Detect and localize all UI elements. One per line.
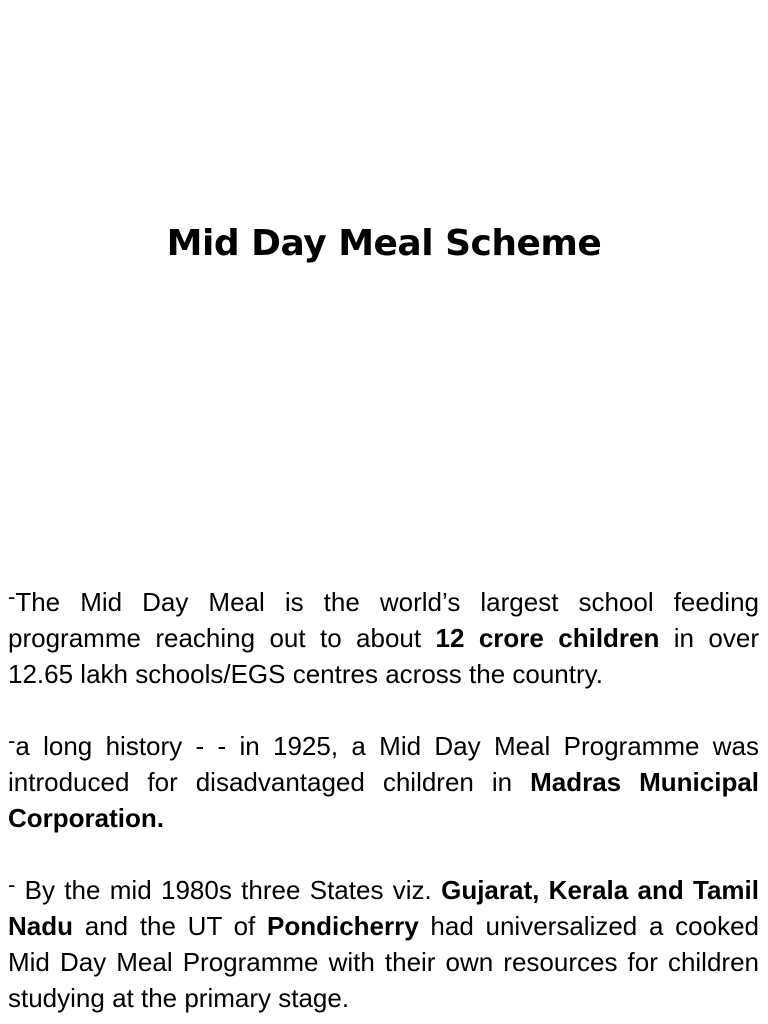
highlight-madras-corporation: Madras Municipal Corporation. bbox=[8, 767, 760, 833]
text-span: in over 12.65 lakh schools/EGS centres across the country. bbox=[8, 623, 759, 689]
highlight-12-crore-children: 12 crore children bbox=[435, 623, 660, 653]
text-span: had universalized a cooked Mid Day Meal Programme with their own resources for children studying at the primary stage. bbox=[8, 911, 759, 1013]
slide-title: Mid Day Meal Scheme bbox=[166, 223, 602, 264]
paragraph-mid-1980s-states bbox=[8, 872, 759, 1016]
slide-body bbox=[8, 584, 759, 1024]
paragraph-long-history bbox=[8, 728, 759, 836]
dash-marker: - bbox=[8, 728, 16, 753]
highlight-states: Gujarat, Kerala and Tamil Nadu bbox=[8, 875, 760, 941]
text-span: By the mid 1980s three States viz. bbox=[15, 875, 442, 905]
dash-marker: - bbox=[8, 872, 16, 897]
paragraph-largest-feeding-programme bbox=[8, 584, 759, 692]
text-span: and the UT of bbox=[73, 911, 267, 941]
text-span: The Mid Day Meal is the world’s largest school feeding programme reaching out to about bbox=[8, 587, 759, 653]
text-span: a long history - - in 1925, a Mid Day Meal Programme was introduced for disadvantaged children in bbox=[8, 731, 759, 797]
highlight-pondicherry: Pondicherry bbox=[266, 911, 419, 941]
dash-marker: - bbox=[8, 584, 16, 609]
